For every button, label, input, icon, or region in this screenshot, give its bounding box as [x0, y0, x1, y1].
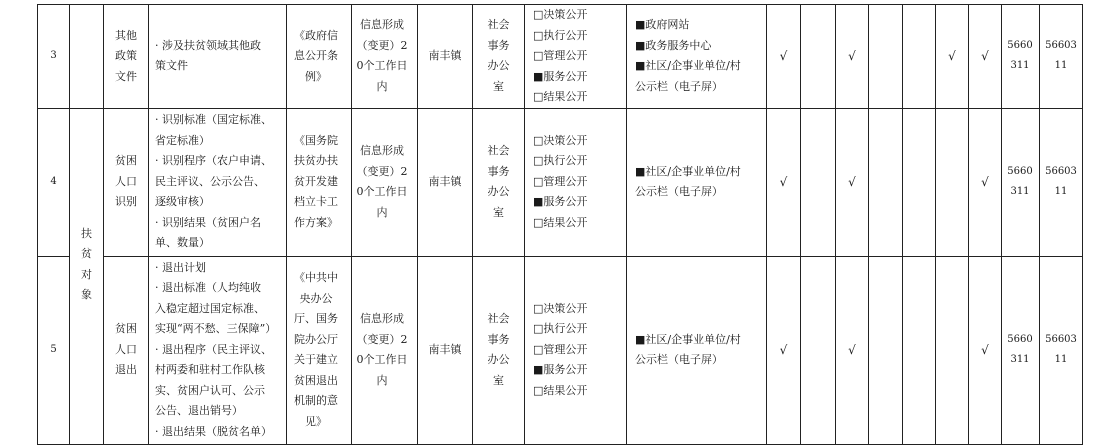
- check-cell: [801, 5, 836, 109]
- check-cell: [936, 256, 969, 444]
- check-mark: √: [779, 174, 788, 189]
- check-mark: √: [981, 174, 989, 189]
- phone-cell: [1040, 256, 1083, 444]
- content-line: · 识别结果（贫困户名: [155, 215, 261, 229]
- content-line: · 识别程序（农户申请、: [155, 154, 272, 168]
- types-cell: [525, 108, 627, 256]
- content-cell: [149, 108, 287, 256]
- content-line: 实现“两不愁、三保障”）: [155, 322, 277, 336]
- check-cell: [969, 108, 1002, 256]
- group-cell: [70, 5, 104, 109]
- dept-cell: [473, 5, 525, 109]
- dept-text: 社会 事务 办公 室: [487, 144, 510, 219]
- row-index-text: 4: [50, 175, 57, 187]
- check-cell: [936, 108, 969, 256]
- content-line: 逐级审核）: [155, 195, 210, 209]
- check-cell: [903, 256, 936, 444]
- check-cell: [869, 108, 903, 256]
- disclosure-type: □执行公开: [533, 28, 588, 42]
- content-line: · 退出计划: [155, 260, 206, 274]
- subject-text: 南丰镇: [428, 49, 462, 62]
- time-text: 信息形成（变更）20个工作日内: [356, 312, 408, 387]
- phone-cell: [1002, 256, 1040, 444]
- category-cell: [104, 5, 149, 109]
- disclosure-type: □决策公开: [533, 301, 588, 315]
- content-line: 单、数量）: [155, 236, 210, 250]
- channel-line: 公示栏（电子屏）: [635, 185, 723, 198]
- phone-text: 5660311: [1045, 39, 1077, 72]
- disclosure-type: □结果公开: [533, 90, 588, 103]
- category-cell: [104, 256, 149, 444]
- disclosure-type: □决策公开: [533, 8, 588, 21]
- category-label: 其他 政策 文件: [115, 28, 137, 83]
- time-text: 信息形成（变更）20个工作日内: [356, 144, 408, 219]
- row-index: [38, 108, 70, 256]
- row-index: [38, 5, 70, 109]
- disclosure-type: □执行公开: [533, 154, 588, 168]
- row-index-text: 3: [50, 50, 57, 61]
- disclosure-type: ■服务公开: [533, 69, 588, 83]
- check-cell: [936, 5, 969, 109]
- disclosure-type: □结果公开: [533, 383, 588, 397]
- table-row: [38, 256, 1083, 444]
- check-cell: [969, 256, 1002, 444]
- time-cell: [352, 108, 418, 256]
- phone-cell: [1040, 108, 1083, 256]
- policy-disclosure-sheet: [37, 4, 1083, 445]
- basis-cell: [287, 256, 352, 444]
- basis-cell: [287, 108, 352, 256]
- group-label: 扶 贫 对 象: [81, 226, 92, 301]
- channel-line: ■政务服务中心: [635, 38, 712, 52]
- table-row: [38, 5, 1083, 109]
- phone-text: 5660311: [1007, 333, 1033, 365]
- phone-text: 5660311: [1045, 333, 1077, 365]
- disclosure-table: [37, 4, 1083, 445]
- channel-line: 公示栏（电子屏）: [635, 79, 723, 93]
- time-cell: [352, 256, 418, 444]
- content-cell: [149, 5, 287, 109]
- category-label: 贫困 人口 退出: [115, 322, 137, 377]
- dept-text: 社会 事务 办公 室: [487, 18, 510, 93]
- channel-line: ■政府网站: [635, 18, 690, 32]
- check-cell: [969, 5, 1002, 109]
- subject-text: 南丰镇: [428, 174, 462, 188]
- phone-cell: [1002, 108, 1040, 256]
- content-line: · 退出标准（人均纯收: [155, 281, 261, 295]
- check-cell: [836, 256, 869, 444]
- basis-text: 《政府信息公开条例》: [294, 28, 338, 83]
- row-index-text: 5: [50, 343, 57, 355]
- channel-line: 公示栏（电子屏）: [635, 353, 723, 366]
- check-cell: [869, 5, 903, 109]
- check-cell: [869, 256, 903, 444]
- disclosure-type: □管理公开: [533, 49, 588, 62]
- table-row: [38, 108, 1083, 256]
- disclosure-type: □执行公开: [533, 322, 588, 336]
- check-cell: [903, 5, 936, 109]
- phone-text: 5660311: [1007, 39, 1033, 72]
- check-mark: √: [848, 174, 856, 189]
- basis-text: 《中共中央办公厅、国务院办公厅关于建立贫困退出机制的意见》: [294, 271, 338, 428]
- disclosure-type: □管理公开: [533, 342, 588, 356]
- check-cell: [903, 108, 936, 256]
- time-text: 信息形成（变更）20个工作日内: [356, 18, 408, 93]
- category-cell: [104, 108, 149, 256]
- types-cell: [525, 5, 627, 109]
- subject-text: 南丰镇: [428, 342, 462, 356]
- content-line: 公告、退出销号）: [155, 404, 243, 418]
- check-mark: √: [779, 342, 788, 357]
- check-cell: [836, 5, 869, 109]
- channel-line: ■社区/企事业单位/村: [635, 332, 741, 346]
- content-line: 村两委和驻村工作队核: [155, 363, 265, 377]
- check-mark: √: [848, 49, 856, 63]
- dept-cell: [473, 108, 525, 256]
- phone-text: 5660311: [1007, 165, 1033, 197]
- disclosure-type: ■服务公开: [533, 363, 588, 377]
- content-line: 实、贫困户认可、公示: [155, 383, 265, 397]
- content-line: · 退出结果（脱贫名单）: [155, 424, 272, 438]
- disclosure-type: □决策公开: [533, 133, 588, 147]
- content-line: · 退出程序（民主评议、: [155, 342, 272, 356]
- content-line: 入稳定超过国定标准、: [155, 301, 265, 315]
- dept-cell: [473, 256, 525, 444]
- check-mark: √: [948, 49, 956, 63]
- basis-cell: [287, 5, 352, 109]
- content-line: · 识别标准（国定标准、: [155, 113, 272, 127]
- category-label: 贫困 人口 识别: [115, 154, 137, 209]
- channels-cell: [627, 108, 767, 256]
- subject-cell: [418, 5, 473, 109]
- check-cell: [767, 108, 801, 256]
- content-line: · 涉及扶贫领域其他政: [155, 38, 261, 52]
- basis-text: 《国务院扶贫办扶贫开发建档立卡工作方案》: [294, 133, 338, 229]
- check-cell: [767, 5, 801, 109]
- channels-cell: [627, 256, 767, 444]
- disclosure-type: ■服务公开: [533, 195, 588, 209]
- channels-cell: [627, 5, 767, 109]
- subject-cell: [418, 108, 473, 256]
- phone-cell: [1002, 5, 1040, 109]
- content-line: 策文件: [155, 59, 188, 73]
- channel-line: ■社区/企事业单位/村: [635, 164, 741, 178]
- check-mark: √: [848, 342, 856, 357]
- disclosure-type: □管理公开: [533, 174, 588, 188]
- phone-text: 5660311: [1045, 165, 1077, 197]
- check-cell: [767, 256, 801, 444]
- dept-text: 社会 事务 办公 室: [487, 312, 510, 387]
- content-cell: [149, 256, 287, 444]
- types-cell: [525, 256, 627, 444]
- content-line: 民主评议、公示公告、: [155, 174, 265, 188]
- disclosure-type: □结果公开: [533, 215, 588, 229]
- group-cell: [70, 108, 104, 444]
- check-cell: [801, 256, 836, 444]
- content-line: 省定标准）: [155, 133, 210, 147]
- check-mark: √: [779, 49, 788, 63]
- subject-cell: [418, 256, 473, 444]
- check-cell: [836, 108, 869, 256]
- check-mark: √: [981, 49, 989, 63]
- check-mark: √: [981, 342, 989, 357]
- row-index: [38, 256, 70, 444]
- time-cell: [352, 5, 418, 109]
- channel-line: ■社区/企事业单位/村: [635, 59, 741, 73]
- check-cell: [801, 108, 836, 256]
- phone-cell: [1040, 5, 1083, 109]
